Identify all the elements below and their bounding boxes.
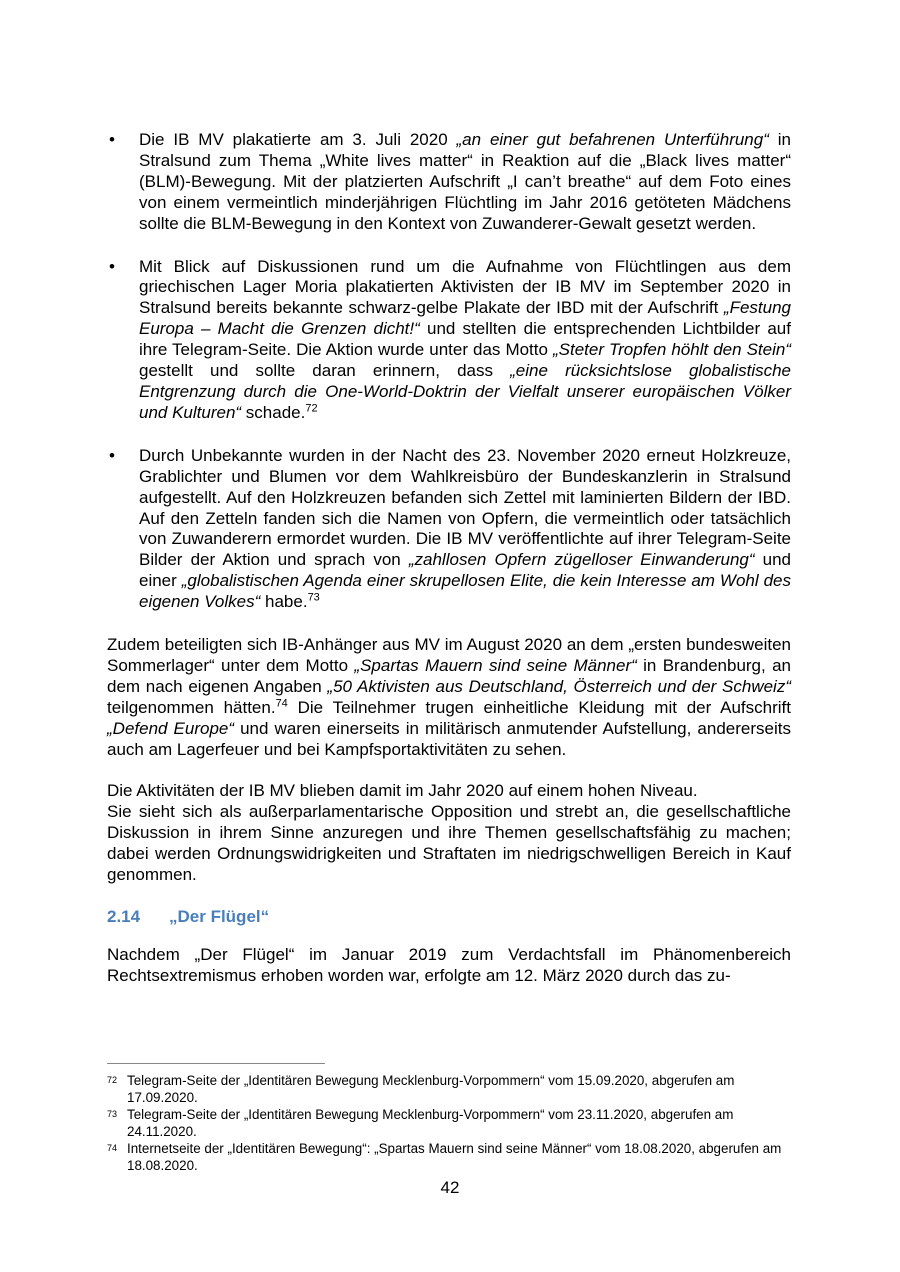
text-run: habe.: [260, 592, 308, 612]
paragraph-summer-camp: [107, 635, 791, 760]
footnote-number: 73: [107, 1109, 118, 1120]
section-number: 2.14: [107, 907, 141, 926]
footnote-73: [107, 1107, 791, 1140]
italic-quote: „an einer gut befahrenen Unterführung“: [456, 130, 769, 149]
footnote-text: Telegram-Seite der „Identitären Bewegung Mecklenburg-Vorpommern“ vom 23.11.2020, abgerufen am 24.11.2020.: [127, 1107, 734, 1139]
page-content: [107, 130, 791, 1008]
text-run: in Brandenburg, an dem nach eigenen Angaben: [107, 655, 791, 696]
footnote-number: 72: [107, 1075, 118, 1085]
section-title: „Der Flügel“: [169, 907, 270, 926]
italic-quote: „Steter Tropfen höhlt den Stein“: [552, 340, 792, 360]
bullet-dot-icon: •: [109, 130, 115, 149]
italic-quote: „Festung Europa – Macht die Grenzen dicht!“: [139, 298, 791, 339]
footnote-text: Internetseite der „Identitären Bewegung“: „Spartas Mauern sind seine Männer“ vom 18.08.2020, abgerufen am 18.08.2020.: [127, 1141, 782, 1173]
text-run: schade.: [241, 402, 306, 422]
bullet-item: [107, 446, 791, 613]
italic-quote: „zahllosen Opfern zügelloser Einwanderung“: [408, 550, 755, 570]
footnote-ref: 73: [307, 591, 320, 604]
footnote-ref: 74: [275, 697, 288, 710]
text-run: Zudem beteiligten sich IB-Anhänger aus MV im August 2020 an dem „ersten bundesweiten Sommerlager“ unter dem Motto: [107, 635, 791, 675]
bullet-text: [139, 130, 791, 233]
footnote-text: Telegram-Seite der „Identitären Bewegung Mecklenburg-Vorpommern“ vom 15.09.2020, abgerufen am 17.09.2020.: [127, 1073, 735, 1105]
footnote-separator: [107, 1063, 325, 1064]
text-run: und einer: [139, 550, 791, 591]
text-run: gestellt und sollte daran erinnern, dass: [139, 361, 511, 381]
footnote-72: [107, 1073, 791, 1106]
paragraph-fluegel: Nachdem „Der Flügel“ im Januar 2019 zum Verdachtsfall im Phänomenbereich Rechtsextremismus erhoben worden war, erfolgte am 12. März 2020 durch das zu-: [107, 945, 791, 985]
paragraph-activity-level: Die Aktivitäten der IB MV blieben damit im Jahr 2020 auf einem hohen Niveau.: [107, 781, 698, 801]
italic-quote: „Defend Europe“: [107, 718, 235, 738]
footnote-74: [107, 1141, 791, 1174]
section-heading: [107, 907, 791, 927]
footnote-ref: 72: [305, 402, 318, 415]
bullet-list: [107, 130, 791, 613]
text-run: Die Teilnehmer trugen einheitliche Kleidung mit der Aufschrift: [287, 697, 791, 717]
bullet-dot-icon: •: [109, 445, 115, 465]
text-run: Mit Blick auf Diskussionen rund um die Aufnahme von Flüchtlingen aus dem griechischen Lager Moria plakatierten Aktivisten der IB MV im September 2020 in Stralsund bereits bekannte schwarz-gelbe Plakate der IBD mit der Aufschrift: [139, 256, 791, 318]
italic-quote: „eine rücksichtslose globalistische Entgrenzung durch die One-World-Doktrin der Vielfalt unserer europäischen Völker und Kulturen“: [139, 361, 791, 422]
italic-quote: „globalistischen Agenda einer skrupellosen Elite, die kein Interesse am Wohl des eigenen Volkes“: [139, 571, 792, 612]
text-run: und waren einerseits in militärisch anmutender Aufstellung, andererseits auch am Lagerfeuer und bei Kampfsportaktivitäten zu sehen.: [107, 718, 791, 759]
bullet-item: [107, 130, 791, 235]
bullet-dot-icon: •: [109, 256, 115, 276]
paragraph-opposition: Sie sieht sich als außerparlamentarische Opposition und strebt an, die gesellschaftliche Diskussion in ihrem Sinne anzuregen und ihre Themen gesellschaftsfähig zu machen; dabei werden Ordnungswidrigkeiten und Straftaten im niedrigschwelligen Bereich in Kauf genommen.: [107, 802, 791, 885]
text-run: in Stralsund zum Thema „White lives matter“ in Reaktion auf die „Black lives matter“ (BLM)-Bewegung. Mit der platzierten Aufschrift „I can’t breathe“ auf dem Foto eines von einem vermeintlich minderjährigen Flüchtling im Jahr 2016 getöteten Mädchens sollte die BLM-Bewegung in den Kontext von Zuwanderer-Gewalt gesetzt werden.: [139, 130, 791, 233]
page-number: 42: [440, 1178, 460, 1197]
text-run: teilgenommen hätten.: [107, 697, 276, 717]
italic-quote: „Spartas Mauern sind seine Männer“: [354, 655, 637, 675]
footnotes: [107, 1073, 791, 1176]
footnote-number: 74: [107, 1143, 118, 1154]
italic-quote: „50 Aktivisten aus Deutschland, Österreich und der Schweiz“: [327, 676, 791, 696]
text-run: Durch Unbekannte wurden in der Nacht des 23. November 2020 erneut Holzkreuze, Grablichter und Blumen vor dem Wahlkreisbüro der Bundeskanzlerin in Stralsund aufgestellt. Auf den Holzkreuzen befanden sich Zettel mit laminierten Bildern der IBD. Auf den Zetteln fanden sich die Namen von Opfern, die vermeintlich oder tatsächlich von Zuwanderern ermordet wurden. Die IB MV veröffentlichte auf ihrer Telegram-Seite Bilder der Aktion und sprach von: [139, 445, 791, 570]
bullet-text: [139, 446, 791, 611]
text-run: und stellten die entsprechenden Lichtbilder auf ihre Telegram-Seite. Die Aktion wurde unter das Motto: [139, 319, 791, 360]
bullet-text: [139, 257, 791, 422]
text-run: Die IB MV plakatierte am 3. Juli 2020: [139, 130, 457, 149]
bullet-item: [107, 257, 791, 424]
